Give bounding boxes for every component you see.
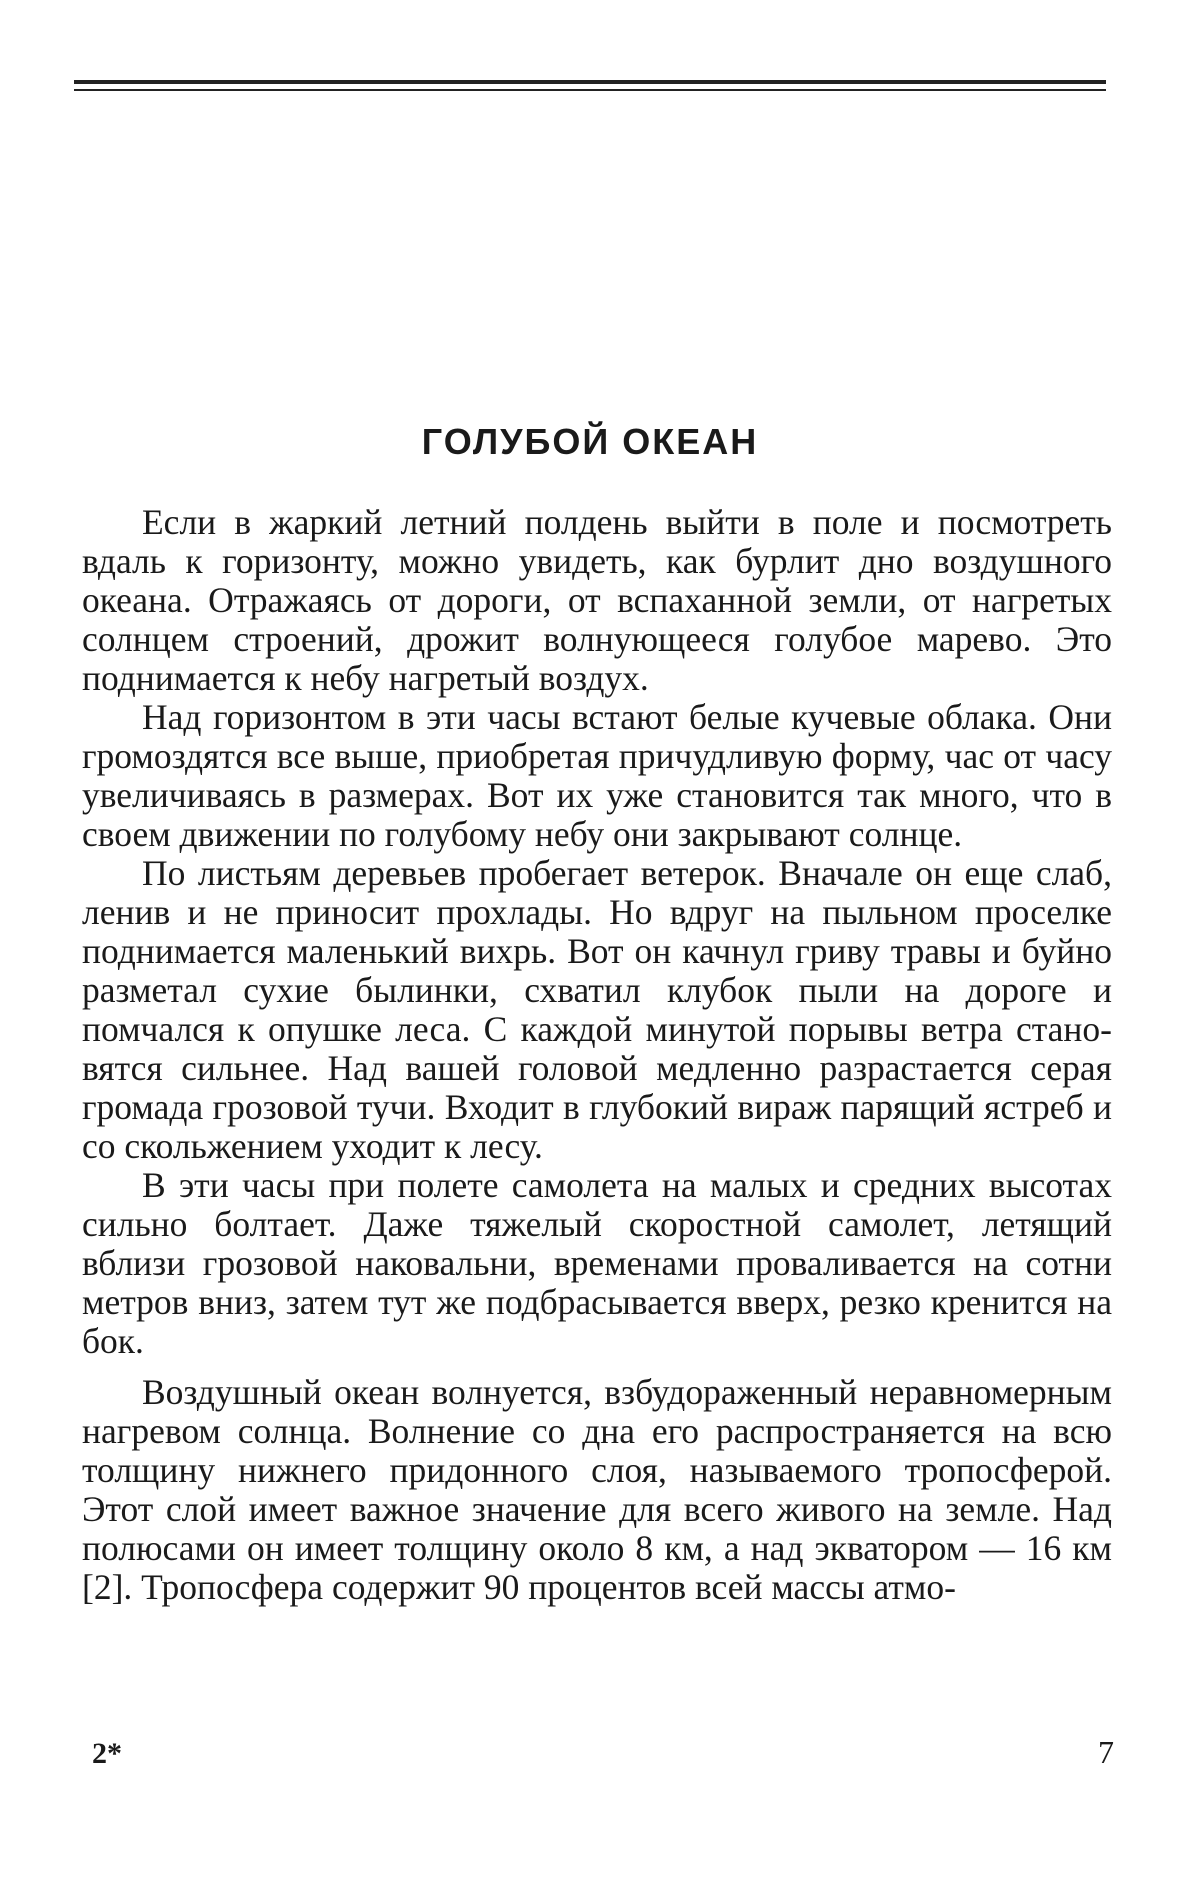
chapter-title: ГОЛУБОЙ ОКЕАН <box>421 421 759 462</box>
body-text <box>82 503 1112 1607</box>
signature-mark: 2* <box>92 1737 122 1770</box>
page-number: 7 <box>1098 1734 1114 1770</box>
paragraph-3: По листьям деревьев пробегает ветерок. Вначале он еще слаб, ленив и не приносит прохлады. Но вдруг на пыльном проселке поднимается маленький вихрь. Вот он качнул гриву травы и буйно разметал сухие былинки, схватил клубок пыли на дороге и помчался к опушке леса. С каждой минутой порывы ветра становятся сильнее. Над вашей головой медленно разрастается серая громада грозовой тучи. Входит в глубокий вираж парящий ястреб и со скольжением уходит к лесу. <box>82 853 1112 1166</box>
paragraph-1: Если в жаркий летний полдень выйти в поле и посмотреть вдаль к горизонту, можно увидеть, как бурлит дно воздушного океана. Отражаясь от дороги, от вспаханной земли, от нагретых солнцем строений, дрожит волнующееся голубое марево. Это поднимается к небу нагретый воздух. <box>82 502 1112 698</box>
paragraph-2: Над горизонтом в эти часы встают белые кучевые облака. Они громоздятся все выше, приобретая причудливую форму, час от часу увеличиваясь в размерах. Вот их уже становится так много, что в своем движении по голубому небу они закрывают солнце. <box>82 697 1112 854</box>
paragraph-4: В эти часы при полете самолета на малых и средних высотах сильно болтает. Даже тяжелый скоростной самолет, летящий вблизи грозовой наковальни, временами проваливается на сотни метров вниз, затем тут же подбрасывается вверх, резко кренится на бок. <box>82 1165 1112 1361</box>
paragraph-5: Воздушный океан волнуется, взбудораженный неравномерным нагревом солнца. Волнение со дна его распространяется на всю толщину нижнего придонного слоя, называемого тропосферой. Этот слой имеет важное значение для всего живого на земле. Над полюсами он имеет толщину около 8 км, а над экватором — 16 км [2]. Тропосфера содержит 90 процентов всей массы атмо- <box>82 1372 1112 1607</box>
header-rule-thin <box>74 89 1106 91</box>
header-rule-thick <box>74 80 1106 84</box>
